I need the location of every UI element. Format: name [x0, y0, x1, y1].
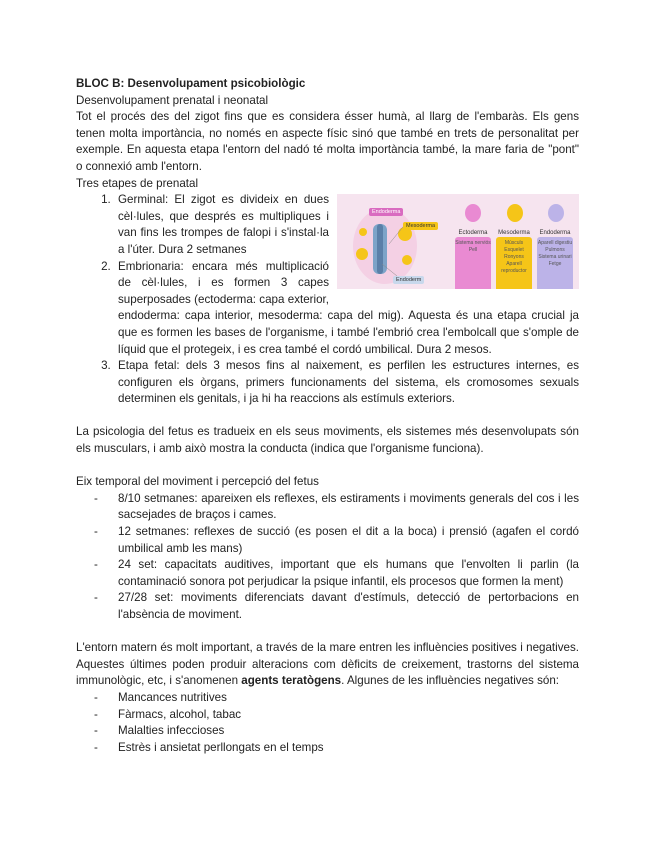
section-title: BLOC B: Desenvolupament psicobiològic [76, 77, 306, 90]
document-page [76, 76, 579, 756]
list-item: - 8/10 setmanes: apareixen els reflexes, els estiraments i moviments generals del cos i les sacsejades de braços i cames. [114, 491, 579, 524]
maternal-text-after: . Algunes de les influències negatives són: [341, 674, 559, 688]
teratogens-term: agents teratògens [241, 674, 342, 688]
endoderma-embryo-icon [548, 204, 564, 222]
column-head-ectoderma: Ectoderma [458, 230, 488, 237]
column-endoderma: Aparell digestiu Pulmons Sistema urinari Fetge [537, 237, 573, 289]
germ-layers-figure [337, 194, 579, 289]
maternal-text-before: L'entorn matern és molt important, a través de la mare entren les influències positives i negatives. Aquestes últimes poden produir alteracions com dèficits de creixement, trastorns del sistema immunològic, etc, i s'anomenen [76, 641, 579, 688]
section-subtitle: Desenvolupament prenatal i neonatal [76, 93, 269, 107]
timeline-list [76, 491, 579, 624]
maternal-paragraph [76, 640, 579, 690]
list-item: 2. Embrionaria: encara més multiplicació de cèl·lules, i es formen 3 capes superposades (ectoderma: capa exterior, endoderma: capa interior, mesoderma: capa del mig). Aquesta és una etapa crucial ja que es formen les bases de l'organisme, i també l'embrió crea l'embolcall que s'omple de líquid que el protegeix, i es crea també el cordó umbilical. Dura 2 mesos. [114, 259, 579, 359]
list-item: - 12 setmanes: reflexes de succió (es posen el dit a la boca) i prensió (agafen el cordó umbilical amb les mans) [114, 524, 579, 557]
column-mesoderma: Músculs Esquelet Ronyons Aparell reproductor [496, 237, 532, 289]
intro-paragraph: Tot el procés des del zigot fins que es considera ésser humà, al llarg de l'embaràs. Els gens tenen molta importància, no només en aspecte físic sinó que també en trets de personalitat per exemple. En aquesta etapa l'entorn del nadó té molta importància també, la mare faria de "pont" o connexió amb l'entorn. [76, 110, 579, 173]
list-item: - Fàrmacs, alcohol, tabac [114, 707, 579, 724]
list-item: - 27/28 set: moviments diferenciats davant d'estímuls, detecció de pertorbacions en l'absència de moviment. [114, 590, 579, 623]
list-item: - Estrès i ansietat perllongats en el temps [114, 740, 579, 757]
stages-heading: Tres etapes de prenatal [76, 176, 199, 190]
column-head-endoderma: Endoderma [539, 230, 571, 237]
mesoderma-embryo-icon [507, 204, 523, 222]
list-item: - Malalties infeccioses [114, 723, 579, 740]
ectoderma-embryo-icon [465, 204, 481, 222]
list-item: - Mancances nutritives [114, 690, 579, 707]
list-item: 1. Germinal: El zigot es divideix en dues cèl·lules, que després es multipliques i van fins les trompes de falopi i s'instal·la a l'úter. Dura 2 setmanes [114, 192, 579, 258]
timeline-heading: Eix temporal del moviment i percepció del fetus [76, 475, 319, 489]
mesoderma-label: Mesoderma [403, 222, 438, 230]
column-ectoderma: Sistema nerviós Pell [455, 237, 491, 289]
influences-list [76, 690, 579, 756]
list-item: - 24 set: capacitats auditives, important que els humans que l'envolten li parlin (la contaminació sonora pot perjudicar la psique infantil, els procesos que formen la ment) [114, 557, 579, 590]
endoderma-top-label: Endoderma [369, 208, 403, 216]
list-item: 3. Etapa fetal: dels 3 mesos fins al naixement, es perfilen les estructures internes, es configuren els òrgans, primers funcionaments del sistema, els cromosomes sexuals determinen els genitals, i ja hi ha reaccions als estímuls exteriors. [114, 358, 579, 408]
fetus-psychology-paragraph: La psicologia del fetus es tradueix en els seus moviments, els sistemes més desenvolupats són els musculars, i amb això mostra la conducta (indica que l'organisme funciona). [76, 425, 579, 456]
column-head-mesoderma: Mesoderma [498, 230, 530, 237]
endoderm-bottom-label: Endoderm [393, 276, 424, 284]
